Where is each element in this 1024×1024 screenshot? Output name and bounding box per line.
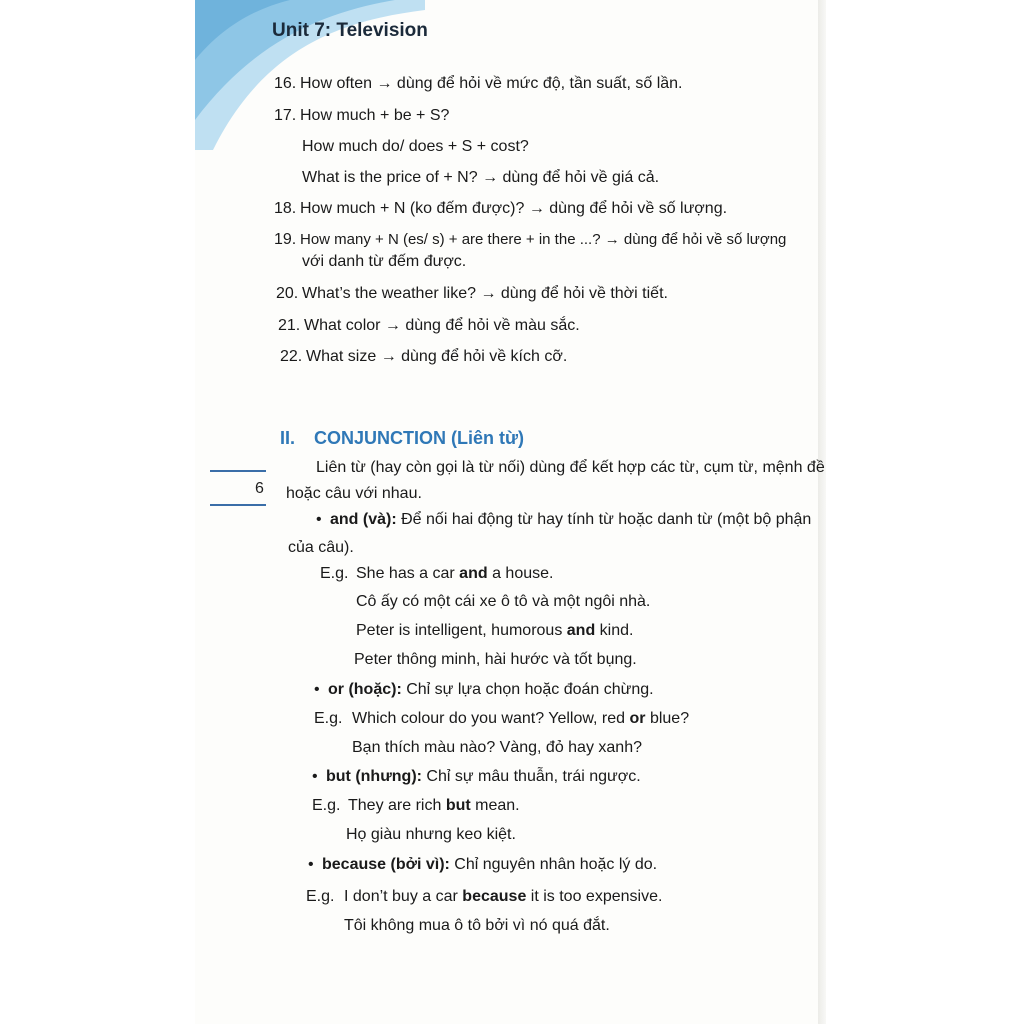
example-keyword: and (566, 622, 596, 639)
example-translation: Bạn thích màu nào? Vàng, đỏ hay xanh? (352, 739, 642, 756)
example-text: kind. (595, 622, 634, 639)
conjunction-description: Chỉ sự mâu thuẫn, trái ngược. (421, 768, 641, 785)
example-translation: Họ giàu nhưng keo kiệt. (346, 826, 516, 843)
item-text: What color → dùng để hỏi về màu sắc. (304, 317, 580, 334)
section-title: CONJUNCTION (Liên từ) (314, 428, 525, 448)
example-label: E.g. (314, 710, 343, 727)
item-text: What’s the weather like? → dùng để hỏi về thời tiết. (302, 285, 668, 302)
item-text: How much + N (ko đếm được)? → dùng để hỏi về số lượng. (300, 200, 728, 217)
conjunction-description: của câu). (288, 539, 354, 556)
page-number: 6 (255, 480, 264, 497)
section-heading (280, 428, 524, 449)
example-text: They are rich (348, 797, 446, 814)
item-number: 16. (274, 75, 297, 92)
item-text: How many + N (es/ s) + are there + in the ...? → dùng để hỏi về số lượng (300, 231, 787, 248)
example-line (312, 796, 520, 816)
section-intro-text: Liên từ (hay còn gọi là từ nối) dùng để kết hợp các từ, cụm từ, mệnh đề (316, 459, 825, 476)
item-number: 20. (276, 285, 299, 302)
list-item (274, 106, 449, 126)
example-line (356, 621, 633, 641)
item-text: What is the price of + N? → dùng để hỏi về giá cả. (302, 169, 660, 186)
list-item-continuation (302, 168, 659, 188)
conjunction-or (314, 680, 654, 700)
example-text: Which colour do you want? Yellow, red (352, 710, 630, 727)
list-item (278, 316, 580, 336)
conjunction-description: Chỉ nguyên nhân hoặc lý do. (449, 856, 658, 873)
example-text: it is too expensive. (526, 888, 663, 905)
example-translation: Cô ấy có một cái xe ô tô và một ngôi nhà. (356, 593, 651, 610)
item-number: 17. (274, 107, 297, 124)
list-item (274, 74, 682, 94)
list-item-continuation (302, 137, 529, 157)
example-keyword: but (445, 797, 471, 814)
conjunction-term: or (hoặc): (328, 681, 402, 698)
example-line (320, 564, 553, 584)
list-item-continuation (302, 252, 466, 272)
item-text: How much do/ does + S + cost? (302, 138, 529, 155)
conjunction-term: but (nhưng): (326, 768, 422, 785)
item-number: 22. (280, 348, 303, 365)
example-keyword: and (459, 565, 488, 582)
example-label: E.g. (320, 565, 349, 582)
list-item (274, 230, 786, 250)
example-text: blue? (645, 710, 690, 727)
bullet-icon: • (316, 511, 322, 528)
item-text: với danh từ đếm được. (302, 253, 467, 270)
section-intro (316, 458, 825, 478)
bullet-icon: • (314, 681, 320, 698)
example-text: mean. (470, 797, 520, 814)
item-text: What size → dùng để hỏi về kích cỡ. (306, 348, 568, 365)
example-line (314, 709, 689, 729)
example-text: Peter is intelligent, humorous (356, 622, 567, 639)
conjunction-description: Chỉ sự lựa chọn hoặc đoán chừng. (401, 681, 654, 698)
item-number: 21. (278, 317, 301, 334)
conjunction-but (312, 767, 641, 787)
example-line (306, 887, 662, 907)
bullet-icon: • (308, 856, 314, 873)
book-spine (818, 0, 826, 1024)
conjunction-description: Để nối hai động từ hay tính từ hoặc danh từ (một bộ phận (396, 511, 812, 528)
example-text: I don’t buy a car (344, 888, 463, 905)
item-number: 19. (274, 231, 297, 248)
section-roman-numeral: II. (280, 428, 296, 448)
conjunction-and-continuation (288, 538, 354, 558)
bullet-icon: • (312, 768, 318, 785)
example-translation: Peter thông minh, hài hước và tốt bụng. (354, 651, 637, 668)
list-item (280, 347, 567, 367)
section-intro-text: hoặc câu với nhau. (286, 485, 422, 502)
example-text: a house. (487, 565, 554, 582)
example-translation: Tôi không mua ô tô bởi vì nó quá đắt. (344, 917, 610, 934)
item-number: 18. (274, 200, 297, 217)
section-intro-continuation (286, 484, 422, 504)
conjunction-and (316, 510, 811, 530)
conjunction-because (308, 855, 657, 875)
margin-rule-top (210, 470, 266, 472)
example-label: E.g. (306, 888, 335, 905)
example-keyword: or (629, 710, 646, 727)
unit-title: Unit 7: Television (272, 20, 428, 41)
item-text: How much + be + S? (300, 107, 450, 124)
example-text: She has a car (356, 565, 460, 582)
list-item (274, 199, 727, 219)
conjunction-term: and (và): (330, 511, 397, 528)
item-text: How often → dùng để hỏi về mức độ, tần suất, số lần. (300, 75, 683, 92)
margin-rule-bottom (210, 504, 266, 506)
list-item (276, 284, 668, 304)
conjunction-term: because (bởi vì): (322, 856, 450, 873)
example-label: E.g. (312, 797, 341, 814)
example-keyword: because (462, 888, 527, 905)
